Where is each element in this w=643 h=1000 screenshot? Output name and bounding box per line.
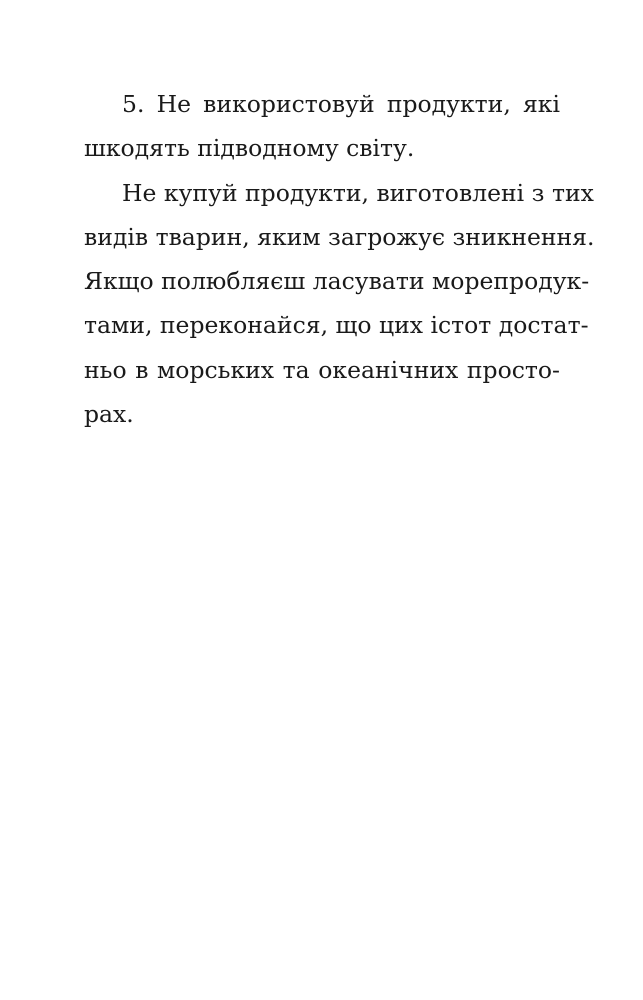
paragraph-tip-5 xyxy=(84,82,560,171)
text-line: Не купуй продукти, виготовлені з тих xyxy=(122,178,594,207)
text-line: рах. xyxy=(84,400,134,429)
text-line: шкодять підводному світу. xyxy=(84,134,415,163)
text-line: видів тварин, яким загрожує зникнення. xyxy=(84,222,595,251)
paragraph-explanation xyxy=(84,171,595,437)
text-line: ньо в морських та океанічних просто- xyxy=(84,355,560,384)
text-line: тами, переконайся, що цих істот достат- xyxy=(84,311,589,340)
text-line: Якщо полюбляєш ласувати морепродук- xyxy=(84,267,590,296)
text-line: 5. Не використовуй продукти, які xyxy=(122,90,560,118)
body-text xyxy=(84,82,595,436)
